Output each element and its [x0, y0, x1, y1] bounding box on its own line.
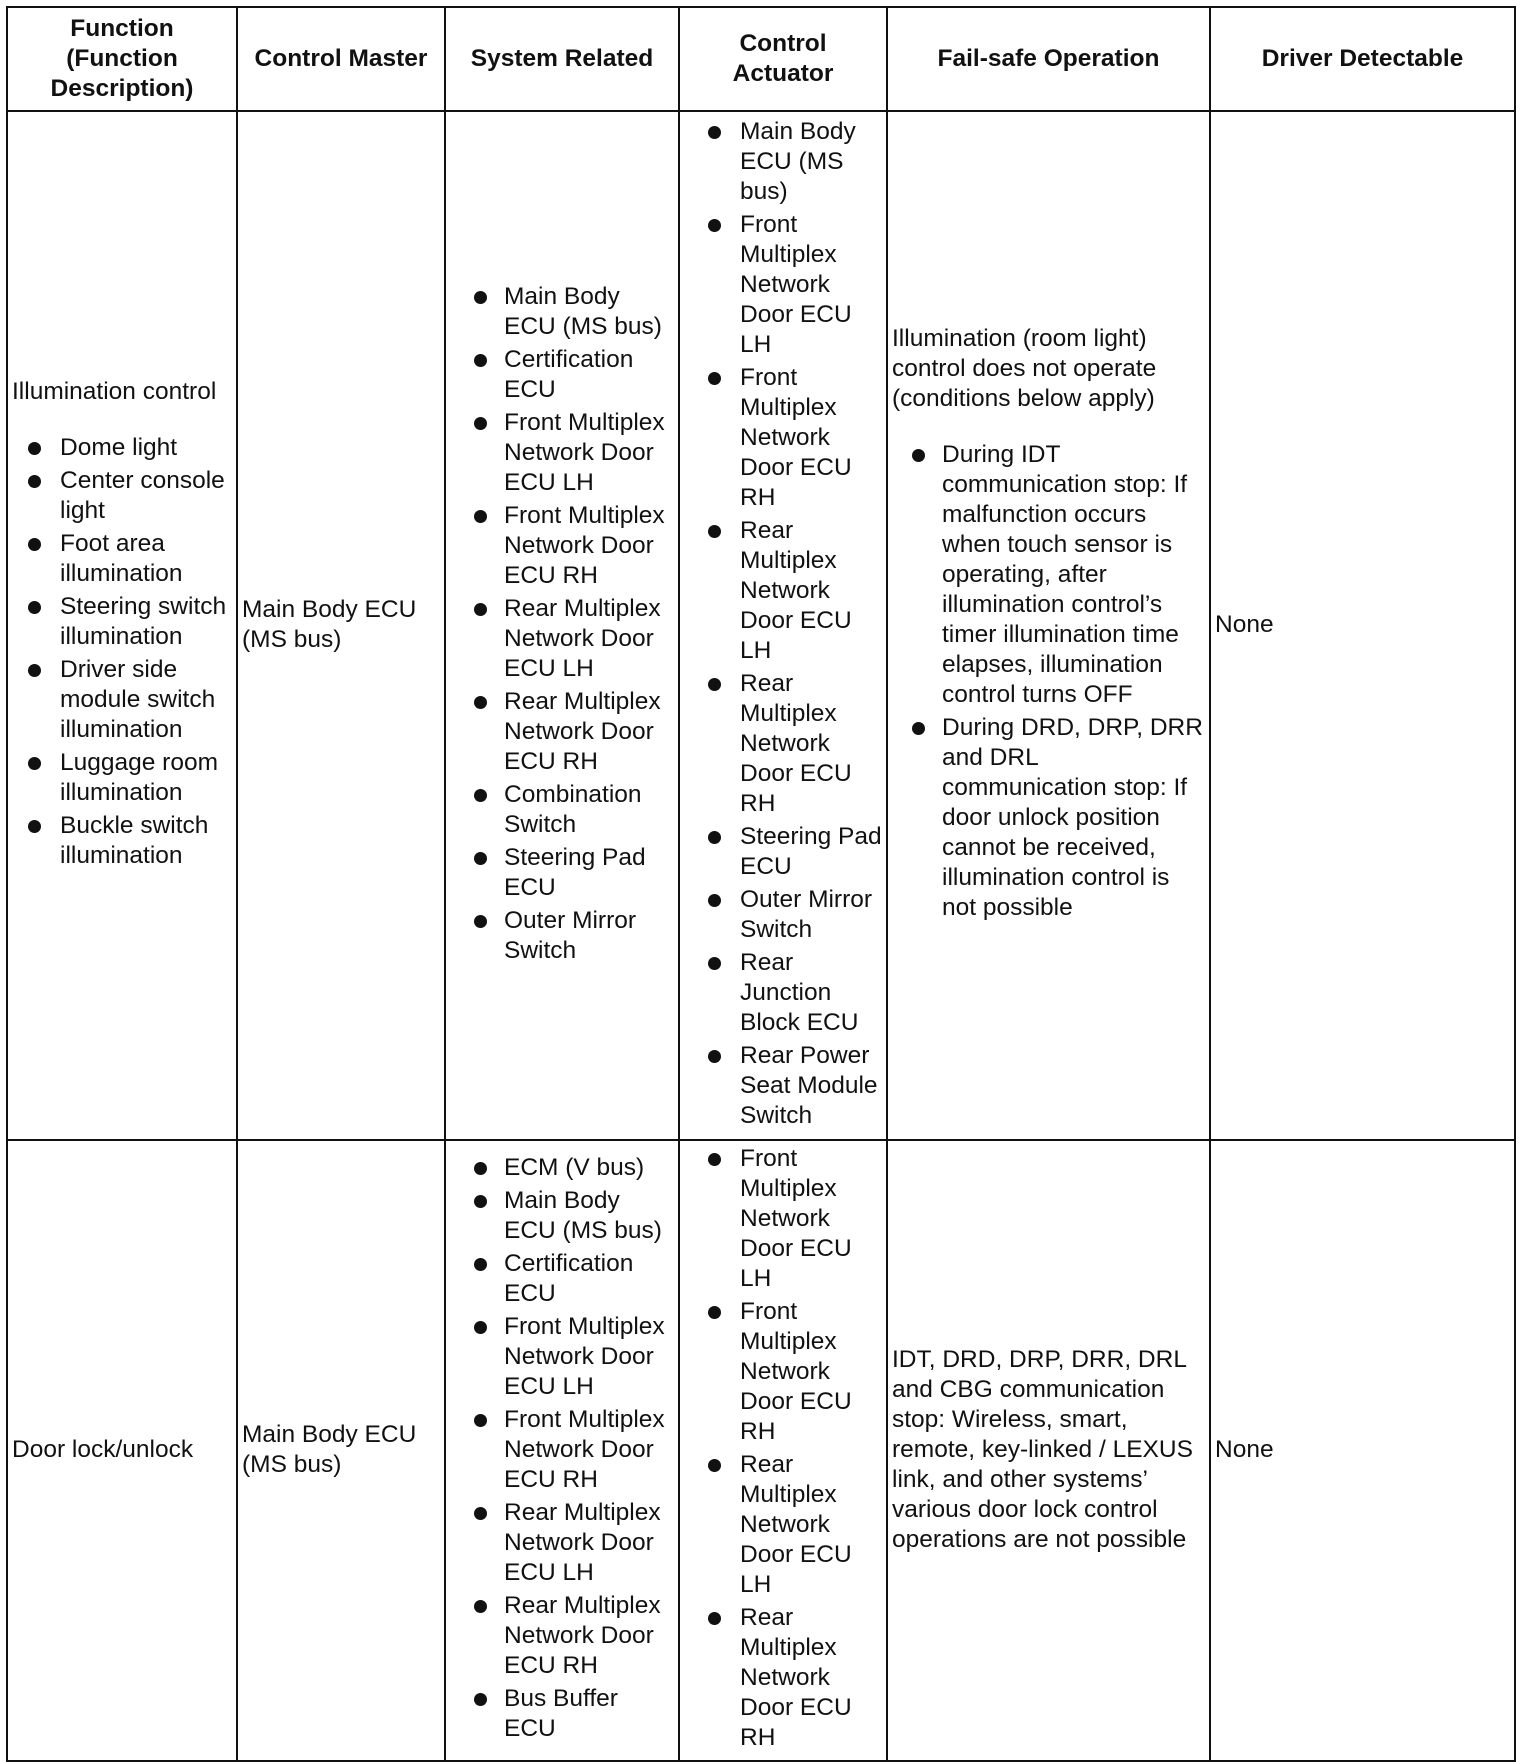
header-control-actuator: Control Actuator: [679, 7, 887, 111]
list-item: Dome light: [12, 433, 232, 463]
header-driver-detectable: Driver Detectable: [1210, 7, 1515, 111]
list-item: Center console light: [12, 466, 232, 526]
list-item: Luggage room illumination: [12, 748, 232, 808]
list-item: Buckle switch illumination: [12, 811, 232, 871]
header-function: Function (Function Description): [7, 7, 237, 111]
fail-safe-cell: [887, 1140, 1210, 1761]
list-item: Rear Multiplex Network Door ECU LH: [684, 516, 882, 666]
list-item: Rear Multiplex Network Door ECU RH: [450, 687, 674, 777]
driver-detectable-cell: None: [1210, 1140, 1515, 1761]
control-actuator-list: [684, 117, 882, 1131]
list-item: Rear Junction Block ECU: [684, 948, 882, 1038]
list-item: Driver side module switch illumination: [12, 655, 232, 745]
list-item: Rear Multiplex Network Door ECU LH: [450, 1498, 674, 1588]
table-row: [7, 1140, 1515, 1761]
fail-safe-text: Illumination (room light) control does not operate (conditions below apply): [892, 325, 1157, 413]
list-item: During IDT communication stop: If malfunction occurs when touch sensor is operating, after illumination control’s timer illumination time elapses, illumination control turns OFF: [892, 440, 1205, 710]
list-item: Rear Multiplex Network Door ECU RH: [684, 1603, 882, 1753]
function-cell: [7, 1140, 237, 1761]
function-title: Illumination control: [12, 377, 217, 405]
header-fail-safe: Fail-safe Operation: [887, 7, 1210, 111]
system-related-list: [450, 1153, 674, 1744]
driver-detectable-cell: None: [1210, 111, 1515, 1140]
list-item: Certification ECU: [450, 345, 674, 405]
header-control-master: Control Master: [237, 7, 445, 111]
list-item: During DRD, DRP, DRR and DRL communication stop: If door unlock position cannot be received, illumination control is not possible: [892, 713, 1205, 923]
list-item: Front Multiplex Network Door ECU LH: [684, 210, 882, 360]
list-item: Front Multiplex Network Door ECU RH: [684, 363, 882, 513]
fail-safe-items: [892, 440, 1205, 923]
list-item: Steering Pad ECU: [450, 843, 674, 903]
list-item: Steering Pad ECU: [684, 822, 882, 882]
control-master-cell: Main Body ECU (MS bus): [237, 111, 445, 1140]
list-item: Foot area illumination: [12, 529, 232, 589]
list-item: Main Body ECU (MS bus): [450, 282, 674, 342]
function-title: Door lock/unlock: [12, 1436, 194, 1464]
list-item: Outer Mirror Switch: [684, 885, 882, 945]
control-master-cell: Main Body ECU (MS bus): [237, 1140, 445, 1761]
system-related-cell: [445, 1140, 679, 1761]
fail-safe-text: IDT, DRD, DRP, DRR, DRL and CBG communication stop: Wireless, smart, remote, key-linked / LEXUS link, and other systems’ various door lock control operations are not possible: [892, 1346, 1193, 1554]
list-item: Main Body ECU (MS bus): [684, 117, 882, 207]
list-item: Front Multiplex Network Door ECU LH: [684, 1144, 882, 1294]
list-item: Rear Multiplex Network Door ECU LH: [450, 594, 674, 684]
list-item: Front Multiplex Network Door ECU RH: [450, 1405, 674, 1495]
system-related-list: [450, 282, 674, 966]
list-item: ECM (V bus): [450, 1153, 674, 1183]
table-row: [7, 111, 1515, 1140]
function-cell: [7, 111, 237, 1140]
list-item: Steering switch illumination: [12, 592, 232, 652]
list-item: Rear Multiplex Network Door ECU RH: [450, 1591, 674, 1681]
list-item: Combination Switch: [450, 780, 674, 840]
header-system-related: System Related: [445, 7, 679, 111]
list-item: Front Multiplex Network Door ECU RH: [450, 501, 674, 591]
list-item: Main Body ECU (MS bus): [450, 1186, 674, 1246]
control-actuator-cell: [679, 1140, 887, 1761]
function-items: [12, 433, 232, 871]
header-row: [7, 7, 1515, 111]
function-table: [6, 6, 1516, 1762]
list-item: Front Multiplex Network Door ECU RH: [684, 1297, 882, 1447]
list-item: Rear Multiplex Network Door ECU LH: [684, 1450, 882, 1600]
list-item: Outer Mirror Switch: [450, 906, 674, 966]
list-item: Rear Multiplex Network Door ECU RH: [684, 669, 882, 819]
list-item: Front Multiplex Network Door ECU LH: [450, 408, 674, 498]
control-actuator-cell: [679, 111, 887, 1140]
fail-safe-cell: [887, 111, 1210, 1140]
list-item: Bus Buffer ECU: [450, 1684, 674, 1744]
list-item: Rear Power Seat Module Switch: [684, 1041, 882, 1131]
control-actuator-list: [684, 1144, 882, 1753]
list-item: Front Multiplex Network Door ECU LH: [450, 1312, 674, 1402]
list-item: Certification ECU: [450, 1249, 674, 1309]
system-related-cell: [445, 111, 679, 1140]
